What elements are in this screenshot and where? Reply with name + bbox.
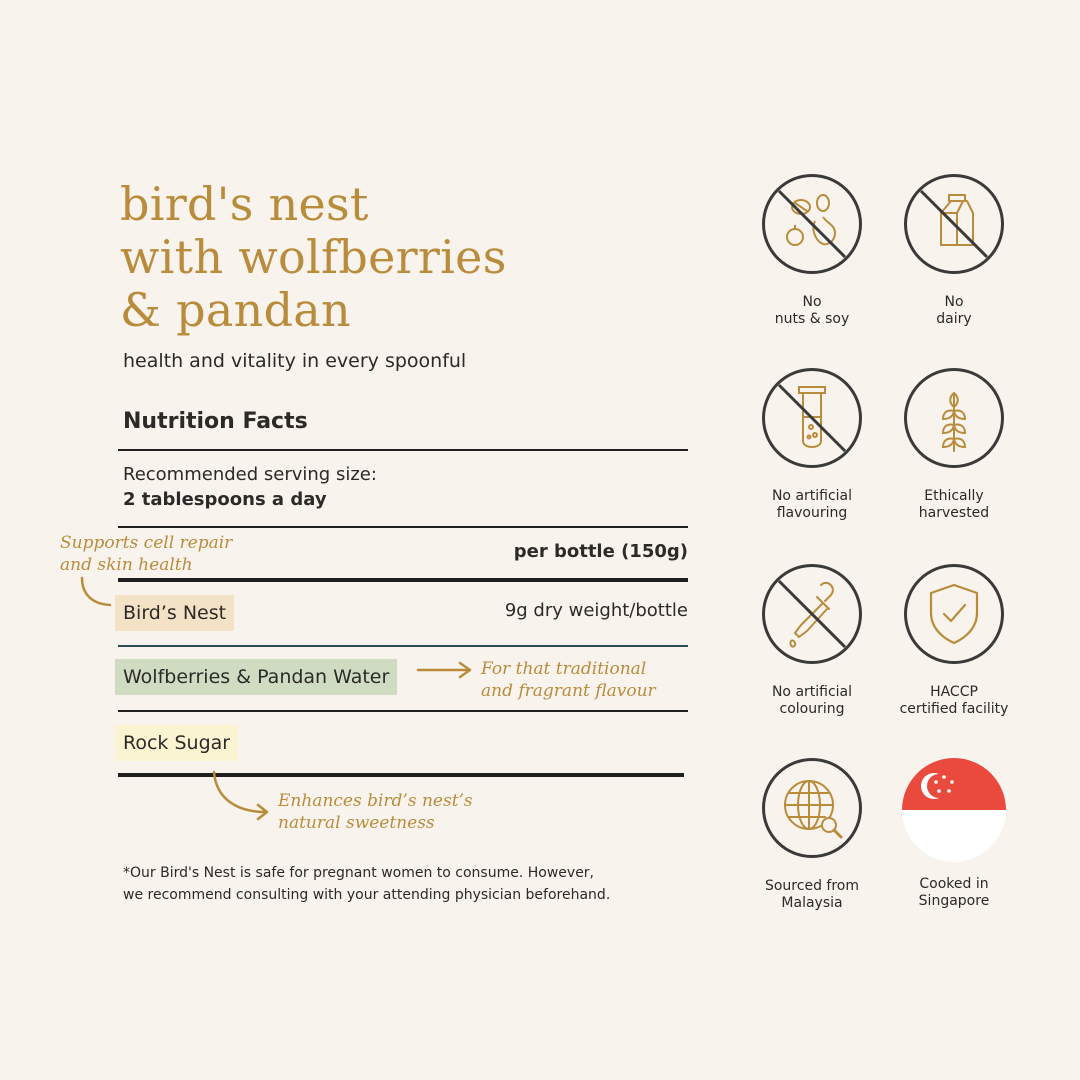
birds-nest-amount: 9g dry weight/bottle	[504, 600, 688, 621]
nutrition-facts-title: Nutrition Facts	[123, 409, 308, 434]
ingredient-rock-sugar: Rock Sugar	[115, 725, 238, 761]
no-dairy-icon	[904, 174, 1004, 274]
badge-label	[737, 684, 887, 718]
globe-search-icon	[762, 758, 862, 858]
serving-label: Recommended serving size:	[123, 464, 377, 485]
badge-no-dairy	[879, 174, 1029, 328]
product-subtitle: health and vitality in every spoonful	[123, 350, 467, 372]
note-line: Supports cell repair	[60, 533, 233, 553]
wheat-icon	[904, 368, 1004, 468]
badge-no-artificial-flavouring	[737, 368, 887, 522]
divider-thick	[118, 578, 688, 582]
divider-thick	[118, 773, 684, 777]
badge-label-line: Ethically	[924, 488, 984, 504]
ingredient-birds-nest: Bird’s Nest	[115, 595, 234, 631]
badge-label-line: colouring	[779, 701, 845, 717]
curved-arrow	[76, 576, 116, 610]
title-line-3: & pandan	[120, 283, 351, 337]
badge-label-line: No artificial	[771, 488, 853, 504]
badge-no-nuts-soy	[737, 174, 887, 328]
divider	[118, 645, 688, 647]
note-line: and skin health	[60, 555, 193, 575]
note-line: natural sweetness	[278, 813, 435, 833]
badge-label-line: harvested	[918, 505, 990, 521]
badge-label	[879, 294, 1029, 328]
badge-ethically-harvested	[879, 368, 1029, 522]
badge-haccp	[879, 564, 1029, 718]
footnote-line: we recommend consulting with your attending physician beforehand.	[123, 887, 611, 903]
badge-label	[737, 294, 887, 328]
badge-cooked-singapore	[879, 758, 1029, 910]
badge-label-line: No artificial	[771, 684, 853, 700]
footnote	[123, 862, 610, 906]
divider	[118, 526, 688, 528]
note-flavour	[481, 658, 656, 702]
badge-label	[737, 488, 887, 522]
curved-arrow	[206, 768, 276, 824]
note-line: Enhances bird’s nest’s	[278, 791, 473, 811]
badge-label-line: HACCP	[930, 684, 978, 700]
badge-label-line: No	[802, 294, 822, 310]
serving-value: 2 tablespoons a day	[123, 489, 327, 510]
badge-label-line: Malaysia	[781, 895, 843, 911]
divider	[118, 449, 688, 451]
footnote-line: *Our Bird's Nest is safe for pregnant women to consume. However,	[123, 865, 595, 881]
badge-label	[879, 684, 1029, 718]
badge-label-line: dairy	[936, 311, 972, 327]
product-title	[120, 178, 507, 337]
ingredient-wolfberries-pandan: Wolfberries & Pandan Water	[115, 659, 397, 695]
badge-label-line: Cooked in	[919, 876, 989, 892]
badge-label-line: certified facility	[899, 701, 1009, 717]
divider	[118, 710, 688, 712]
badge-label-line: No	[944, 294, 964, 310]
shield-check-icon	[904, 564, 1004, 664]
badge-label-line: flavouring	[776, 505, 848, 521]
singapore-flag-icon	[902, 758, 1006, 862]
title-line-2: with wolfberries	[120, 230, 507, 284]
serving-size	[123, 462, 377, 512]
badge-no-artificial-colouring	[737, 564, 887, 718]
note-line: For that traditional	[481, 659, 647, 679]
badge-label	[879, 488, 1029, 522]
no-nuts-soy-icon	[762, 174, 862, 274]
title-line-1: bird's nest	[120, 177, 369, 231]
arrow-right	[416, 660, 476, 680]
badge-label	[737, 878, 887, 912]
badge-label-line: Sourced from	[764, 878, 859, 894]
no-artificial-colouring-icon	[762, 564, 862, 664]
no-artificial-flavouring-icon	[762, 368, 862, 468]
badge-label-line: Singapore	[918, 893, 990, 909]
badge-label	[879, 876, 1029, 910]
note-line: and fragrant flavour	[481, 681, 656, 701]
note-cell-repair	[60, 532, 232, 576]
badge-label-line: nuts & soy	[774, 311, 850, 327]
per-bottle-label: per bottle (150g)	[513, 541, 688, 562]
badge-sourced-malaysia	[737, 758, 887, 912]
note-sweetness	[278, 790, 473, 834]
